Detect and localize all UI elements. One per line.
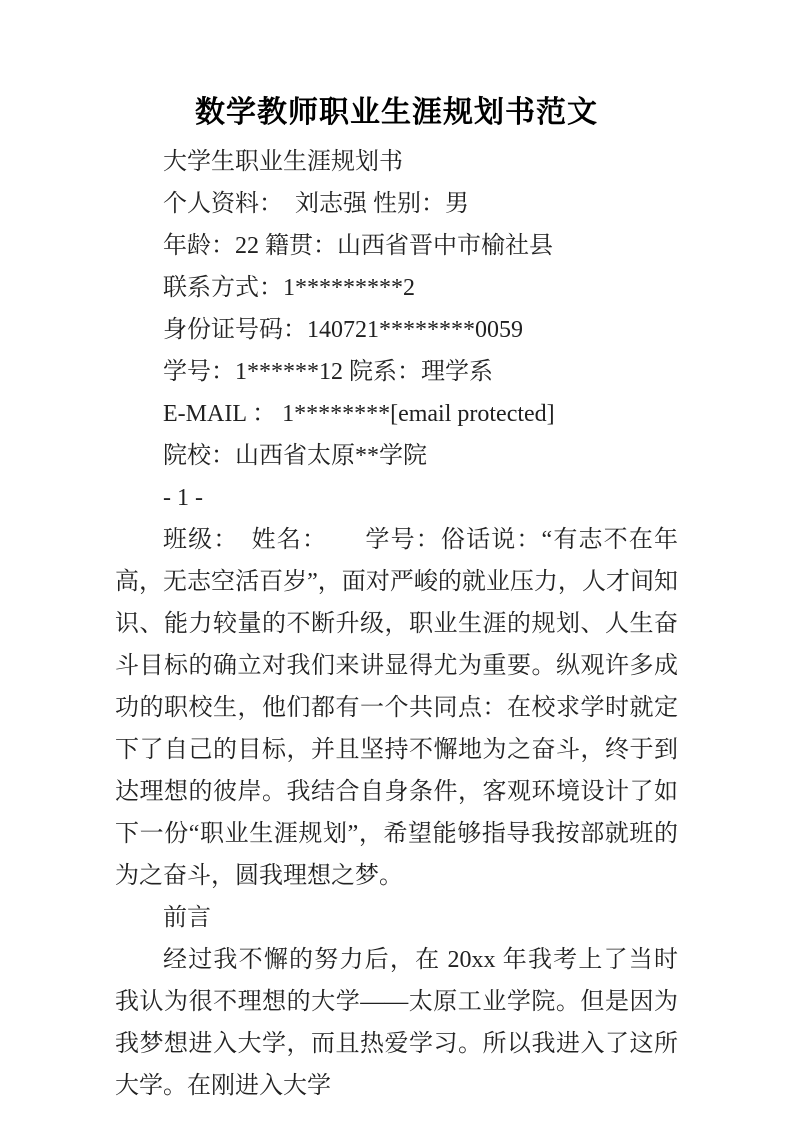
personal-info-line: 个人资料： 刘志强 性别：男 [163, 191, 469, 217]
foreword-paragraph: 经过我不懈的努力后，在 20xx 年我考上了当时我认为很不理想的大学——太原工业学院。但是因为我梦想进入大学，而且热爱学习。所以我进入了这所大学。在刚进入大学 [115, 947, 678, 1099]
document-title: 数学教师职业生涯规划书范文 [195, 96, 598, 129]
age-hometown-line: 年龄：22 籍贯：山西省晋中市榆社县 [163, 233, 553, 259]
contact-line: 联系方式：1*********2 [163, 275, 415, 301]
intro-paragraph: 班级： 姓名： 学号：俗话说：“有志不在年高，无志空活百岁”，面对严峻的就业压力，人才间知识、能力较量的不断升级，职业生涯的规划、人生奋斗目标的确立对我们来讲显得尤为重要。纵观许多成功的职校生，他们都有一个共同点：在校求学时就定下了自己的目标，并且坚持不懈地为之奋斗，终于到达理想的彼岸。我结合自身条件，客观环境设计了如下一份“职业生涯规划”，希望能够指导我按部就班的为之奋斗，圆我理想之梦。 [115, 527, 678, 889]
email-line: E-MAIL ： 1********[email protected] [163, 401, 555, 427]
student-id-line: 学号：1******12 院系：理学系 [163, 359, 493, 385]
college-line: 院校：山西省太原**学院 [163, 443, 427, 469]
page-number-marker: - 1 - [163, 485, 203, 511]
section-heading-foreword: 前言 [163, 905, 211, 931]
id-number-line: 身份证号码：140721********0059 [163, 317, 523, 343]
subtitle-line: 大学生职业生涯规划书 [163, 149, 403, 175]
